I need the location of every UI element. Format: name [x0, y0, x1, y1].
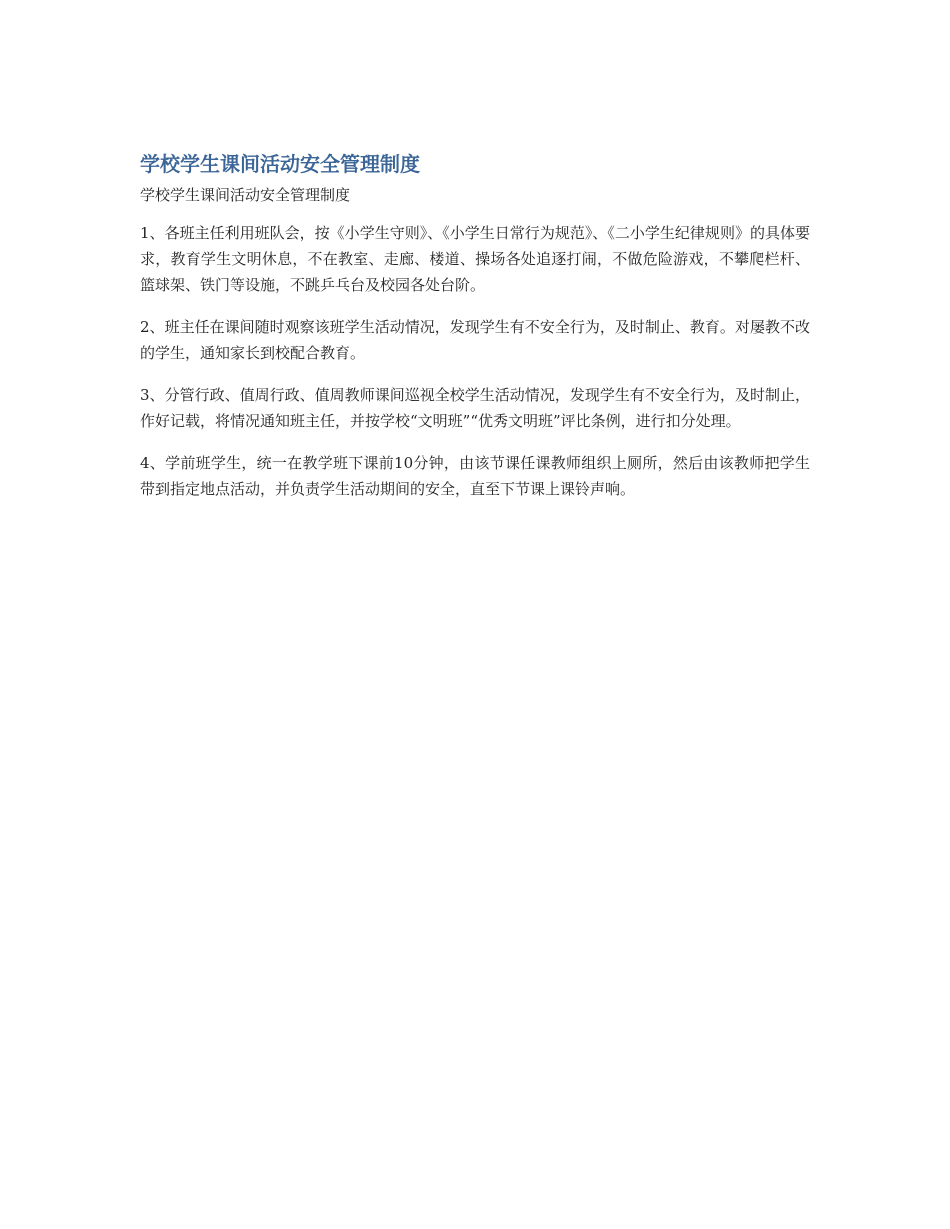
- document-subtitle: 学校学生课间活动安全管理制度: [140, 186, 351, 204]
- paragraph-2: 2、班主任在课间随时观察该班学生活动情况，发现学生有不安全行为，及时制止、教育。对屡教不改的学生，通知家长到校配合教育。: [140, 318, 810, 362]
- document-title: 学校学生课间活动安全管理制度: [140, 152, 420, 176]
- paragraph-1: 1、各班主任利用班队会，按《小学生守则》、《小学生日常行为规范》、《二小学生纪律规则》的具体要求，教育学生文明休息，不在教室、走廊、楼道、操场各处追逐打闹，不做危险游戏，不攀爬栏杆、篮球架、铁门等设施，不跳乒乓台及校园各处台阶。: [140, 224, 810, 294]
- document-page: [140, 150, 810, 518]
- paragraph-4: 4、学前班学生，统一在教学班下课前10分钟，由该节课任课教师组织上厕所，然后由该教师把学生带到指定地点活动，并负责学生活动期间的安全，直至下节课上课铃声响。: [140, 454, 810, 498]
- paragraph-3: 3、分管行政、值周行政、值周教师课间巡视全校学生活动情况，发现学生有不安全行为，及时制止，作好记载，将情况通知班主任，并按学校“文明班”“优秀文明班”评比条例，进行扣分处理。: [140, 386, 810, 430]
